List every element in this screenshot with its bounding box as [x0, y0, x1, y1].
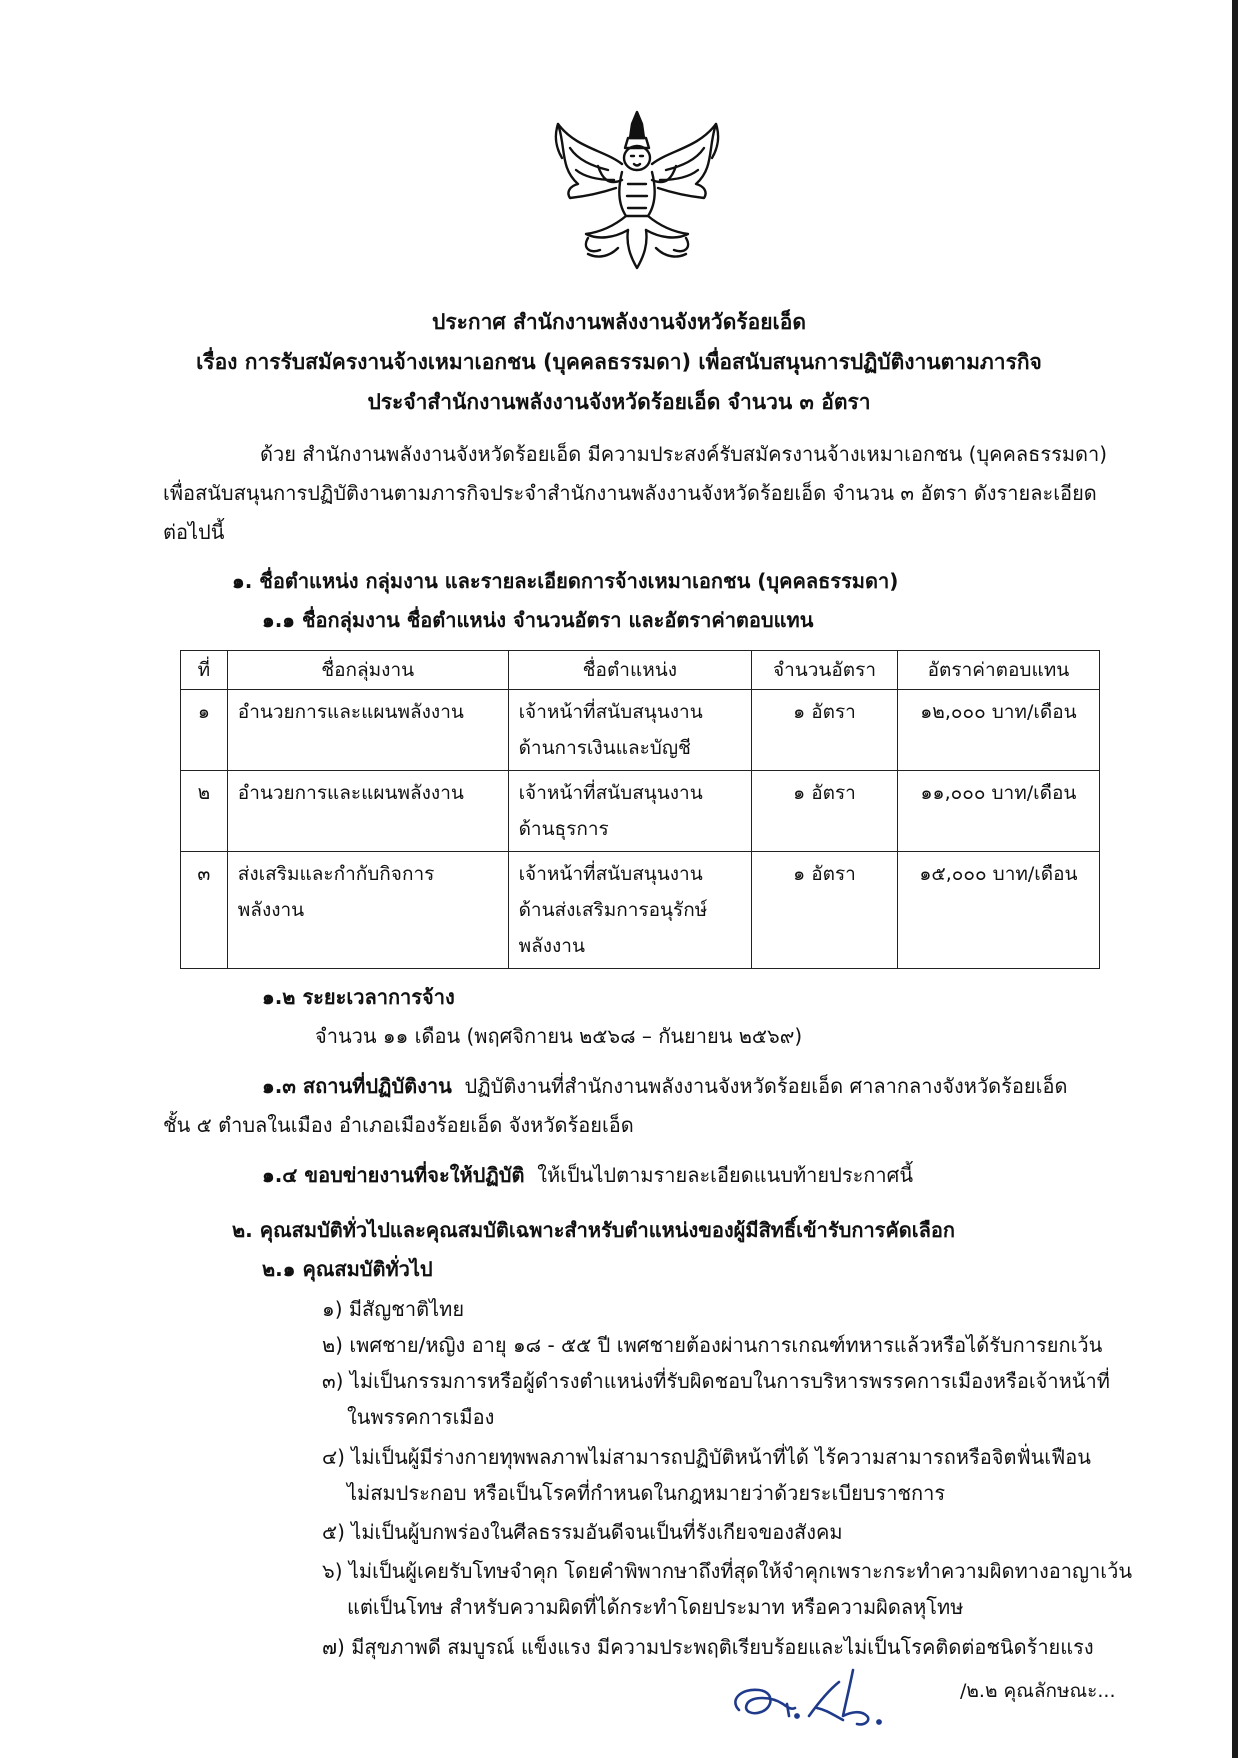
- qualification-item: ๔) ไม่เป็นผู้มีร่างกายทุพพลภาพไม่สามารถปฏิบัติหน้าที่ได้ ไร้ความสามารถหรือจิตฟั่นเฟือน: [322, 1445, 1091, 1469]
- section-1-3-line-1: [262, 1067, 1067, 1105]
- row-pay: ๑๑,๐๐๐ บาท/เดือน: [897, 771, 1099, 852]
- table-row: [181, 771, 1100, 852]
- qualification-item: ๑) มีสัญชาติไทย: [322, 1297, 465, 1321]
- row-position-line: เจ้าหน้าที่สนับสนุนงาน: [518, 863, 703, 885]
- row-pay: ๑๒,๐๐๐ บาท/เดือน: [897, 690, 1099, 771]
- row-position-line: ด้านส่งเสริมการอนุรักษ์: [518, 899, 708, 921]
- row-position: [508, 852, 752, 969]
- section-1-2-body: จำนวน ๑๑ เดือน (พฤศจิกายน ๒๕๖๘ – กันยายน ๒๕๖๙): [315, 1024, 803, 1048]
- section-1-4-heading: ๑.๔ ขอบข่ายงานที่จะให้ปฏิบัติ: [262, 1163, 525, 1187]
- table-row: [181, 690, 1100, 771]
- header-group: ชื่อกลุ่มงาน: [227, 651, 508, 690]
- section-1-3-line-2: ชั้น ๕ ตำบลในเมือง อำเภอเมืองร้อยเอ็ด จังหวัดร้อยเอ็ด: [163, 1113, 634, 1137]
- row-pay: ๑๕,๐๐๐ บาท/เดือน: [897, 852, 1099, 969]
- qualification-item-cont: ในพรรคการเมือง: [347, 1405, 495, 1429]
- row-position-line: เจ้าหน้าที่สนับสนุนงาน: [518, 701, 703, 723]
- header-count: จำนวนอัตรา: [752, 651, 898, 690]
- row-count: ๑ อัตรา: [752, 690, 898, 771]
- section-1-2-heading: ๑.๒ ระยะเวลาการจ้าง: [262, 985, 455, 1009]
- announcement-subject-cont: ประจำสำนักงานพลังงานจังหวัดร้อยเอ็ด จำนวน ๓ อัตรา: [367, 390, 871, 414]
- qualification-item: ๓) ไม่เป็นกรรมการหรือผู้ดำรงตำแหน่งที่รับผิดชอบในการบริหารพรรคการเมืองหรือเจ้าหน้าที่: [322, 1369, 1110, 1393]
- intro-line-3: ต่อไปนี้: [163, 520, 225, 544]
- row-position: [508, 690, 752, 771]
- garuda-emblem-icon: [548, 108, 726, 273]
- row-group: [227, 690, 508, 771]
- row-group: [227, 852, 508, 969]
- row-group-line: พลังงาน: [237, 899, 305, 921]
- qualification-item: ๗) มีสุขภาพดี สมบูรณ์ แข็งแรง มีความประพฤติเรียบร้อยและไม่เป็นโรคติดต่อชนิดร้ายแรง: [322, 1635, 1094, 1659]
- row-group: [227, 771, 508, 852]
- qualification-item-cont: แต่เป็นโทษ สำหรับความผิดที่ได้กระทำโดยประมาท หรือความผิดลหุโทษ: [347, 1595, 964, 1619]
- position-table: [180, 650, 1100, 969]
- announcement-subject: เรื่อง การรับสมัครงานจ้างเหมาเอกชน (บุคคลธรรมดา) เพื่อสนับสนุนการปฏิบัติงานตามภารกิจ: [196, 350, 1042, 374]
- announcement-title: ประกาศ สำนักงานพลังงานจังหวัดร้อยเอ็ด: [432, 310, 806, 334]
- row-no: ๓: [181, 852, 228, 969]
- row-count: ๑ อัตรา: [752, 852, 898, 969]
- section-1-4-line: [262, 1156, 913, 1194]
- row-no: ๒: [181, 771, 228, 852]
- section-1-1-heading: ๑.๑ ชื่อกลุ่มงาน ชื่อตำแหน่ง จำนวนอัตรา และอัตราค่าตอบแทน: [262, 608, 814, 632]
- row-position: [508, 771, 752, 852]
- header-no: ที่: [181, 651, 228, 690]
- section-2-heading: ๒. คุณสมบัติทั่วไปและคุณสมบัติเฉพาะสำหรับตำแหน่งของผู้มีสิทธิ์เข้ารับการคัดเลือก: [232, 1218, 956, 1242]
- row-group-line: อำนวยการและแผนพลังงาน: [237, 782, 464, 804]
- qualification-item: ๒) เพศชาย/หญิง อายุ ๑๘ - ๕๕ ปี เพศชายต้องผ่านการเกณฑ์ทหารแล้วหรือได้รับการยกเว้น: [322, 1333, 1103, 1357]
- header-pay: อัตราค่าตอบแทน: [897, 651, 1099, 690]
- section-1-4-body: ให้เป็นไปตามรายละเอียดแนบท้ายประกาศนี้: [537, 1163, 914, 1187]
- qualification-item: ๖) ไม่เป็นผู้เคยรับโทษจำคุก โดยคำพิพากษาถึงที่สุดให้จำคุกเพราะกระทำความผิดทางอาญาเว้น: [322, 1559, 1133, 1583]
- scan-edge: [1232, 0, 1238, 1758]
- table-row: [181, 852, 1100, 969]
- row-no: ๑: [181, 690, 228, 771]
- row-group-line: อำนวยการและแผนพลังงาน: [237, 701, 464, 723]
- section-1-3-heading: ๑.๓ สถานที่ปฏิบัติงาน: [262, 1074, 452, 1098]
- handwritten-signature-icon: [725, 1660, 925, 1740]
- row-position-line: ด้านการเงินและบัญชี: [518, 737, 691, 759]
- intro-line-1: ด้วย สำนักงานพลังงานจังหวัดร้อยเอ็ด มีความประสงค์รับสมัครงานจ้างเหมาเอกชน (บุคคลธรรมดา): [260, 442, 1108, 466]
- header-position: ชื่อตำแหน่ง: [508, 651, 752, 690]
- row-position-line: พลังงาน: [518, 935, 585, 957]
- row-group-line: ส่งเสริมและกำกับกิจการ: [237, 863, 435, 885]
- qualification-item-cont: ไม่สมประกอบ หรือเป็นโรคที่กำหนดในกฎหมายว่าด้วยระเบียบราชการ: [347, 1481, 946, 1505]
- qualification-item: ๕) ไม่เป็นผู้บกพร่องในศีลธรรมอันดีจนเป็นที่รังเกียจของสังคม: [322, 1520, 843, 1544]
- row-position-line: ด้านธุรการ: [518, 818, 609, 840]
- section-1-3-body: ปฏิบัติงานที่สำนักงานพลังงานจังหวัดร้อยเอ็ด ศาลากลางจังหวัดร้อยเอ็ด: [464, 1074, 1068, 1098]
- intro-line-2: เพื่อสนับสนุนการปฏิบัติงานตามภารกิจประจำสำนักงานพลังงานจังหวัดร้อยเอ็ด จำนวน ๓ อัตรา ดังรายละเอียด: [163, 481, 1097, 505]
- row-position-line: เจ้าหน้าที่สนับสนุนงาน: [518, 782, 703, 804]
- table-header-row: [181, 651, 1100, 690]
- section-1-heading: ๑. ชื่อตำแหน่ง กลุ่มงาน และรายละเอียดการจ้างเหมาเอกชน (บุคคลธรรมดา): [232, 569, 899, 593]
- continue-marker: /๒.๒ คุณลักษณะ...: [960, 1680, 1116, 1702]
- row-count: ๑ อัตรา: [752, 771, 898, 852]
- section-2-1-heading: ๒.๑ คุณสมบัติทั่วไป: [262, 1257, 433, 1281]
